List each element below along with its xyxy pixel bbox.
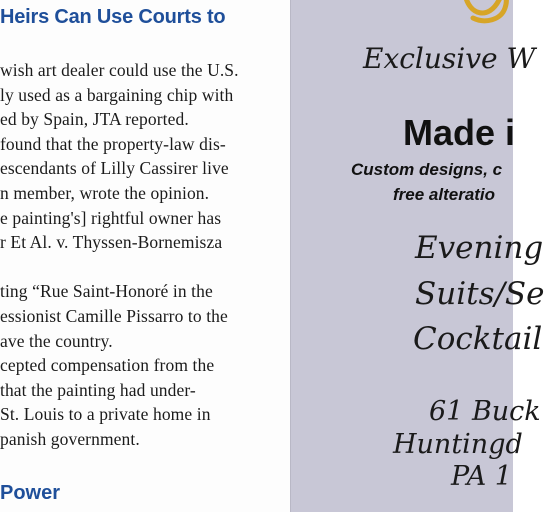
article-line: essionist Camille Pissarro to the bbox=[0, 305, 228, 326]
article-headline: Heirs Can Use Courts to bbox=[0, 6, 226, 28]
article-line: cepted compensation from the bbox=[0, 355, 215, 376]
ad-subline: free alteratio bbox=[393, 185, 496, 204]
article-line: St. Louis to a private home in bbox=[0, 404, 211, 425]
advertisement-panel bbox=[290, 0, 545, 512]
ad-tagline: Exclusive W bbox=[363, 42, 536, 75]
article-line: found that the property-law dis- bbox=[0, 133, 226, 154]
article-line: ly used as a bargaining chip with bbox=[0, 84, 234, 105]
article-subhead: Power bbox=[0, 482, 61, 504]
ad-service-item: Cocktail bbox=[413, 321, 543, 357]
logo-swash bbox=[465, 0, 506, 21]
article-line: n member, wrote the opinion. bbox=[0, 182, 210, 203]
ad-address-line: 61 Buck bbox=[429, 396, 541, 427]
ad-address-line: Huntingd bbox=[393, 429, 523, 460]
ad-service-item: Suits/Se bbox=[415, 276, 545, 312]
article-body bbox=[0, 58, 290, 452]
logo-mark bbox=[459, 0, 519, 30]
article-line: escendants of Lilly Cassirer live bbox=[0, 158, 229, 179]
article-line: wish art dealer could use the U.S. bbox=[0, 60, 239, 80]
ad-headline: Made i bbox=[403, 112, 516, 153]
article-line: ed by Spain, JTA reported. bbox=[0, 109, 189, 130]
ad-address-line: PA 1 bbox=[451, 461, 512, 492]
article-line: that the painting had under- bbox=[0, 379, 196, 400]
article-line: ting “Rue Saint-Honoré in the bbox=[0, 281, 213, 302]
ad-subline: Custom designs, c bbox=[351, 160, 503, 179]
article-line: panish government. bbox=[0, 428, 140, 449]
article-line: e painting's] rightful owner has bbox=[0, 207, 222, 228]
article-line-blank bbox=[0, 255, 290, 280]
article-line: r Et Al. v. Thyssen-Bornemisza bbox=[0, 232, 223, 253]
ad-service-item: Evening bbox=[415, 230, 544, 266]
article-line: ave the country. bbox=[0, 330, 113, 351]
